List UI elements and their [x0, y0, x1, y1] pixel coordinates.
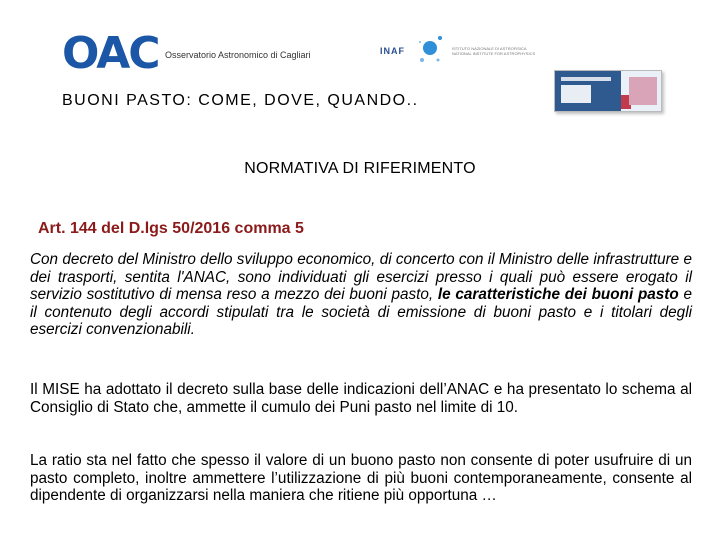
meal-voucher-image	[554, 70, 662, 112]
paragraph-ratio: La ratio sta nel fatto che spesso il valore di un buono pasto non consente di poter usufruire di un pasto completo, inoltre ammettere l’utilizzazione di più buoni contemporaneamente, consente al dipendente di organizzarsi nella maniera che ritiene più opportuna …	[30, 452, 692, 505]
paragraph-decree-part1: Con decreto del Ministro dello sviluppo economico, di concerto con il Ministro delle infrastrutture e dei trasporti, sentita l'ANAC, sono individuati gli esercizi presso i quali può essere erogato il servizio sostitutivo di mensa reso a mezzo dei buoni pasto,	[30, 251, 692, 304]
paragraph-decree-emphasis: le caratteristiche dei buoni pasto	[437, 286, 679, 304]
oac-logo	[62, 28, 311, 79]
inaf-logo	[380, 32, 540, 68]
inaf-star-icon	[416, 34, 444, 66]
oac-logo-subtitle: Osservatorio Astronomico di Cagliari	[165, 50, 311, 60]
paragraph-decree	[30, 251, 692, 339]
slide-title: BUONI PASTO: COME, DOVE, QUANDO..	[62, 92, 419, 109]
paragraph-mise: Il MISE ha adottato il decreto sulla base delle indicazioni dell’ANAC e ha presentato lo schema al Consiglio di Stato che, ammette il cumulo dei Puni pasto nel limite di 10.	[30, 381, 692, 416]
section-subtitle: NORMATIVA DI RIFERIMENTO	[244, 160, 476, 177]
paragraph-decree-part2: e il contenuto degli accordi stipulati tra le società di emissione di buoni pasto e i titolari degli esercizi convenzionabili.	[30, 286, 693, 339]
inaf-logo-text: INAF	[380, 46, 405, 56]
oac-logo-text: OAC	[62, 28, 159, 79]
inaf-logo-subtitle: ISTITUTO NAZIONALE DI ASTROFISICA NATIONAL INSTITUTE FOR ASTROPHYSICS	[452, 46, 536, 56]
article-reference: Art. 144 del D.lgs 50/2016 comma 5	[38, 220, 304, 237]
